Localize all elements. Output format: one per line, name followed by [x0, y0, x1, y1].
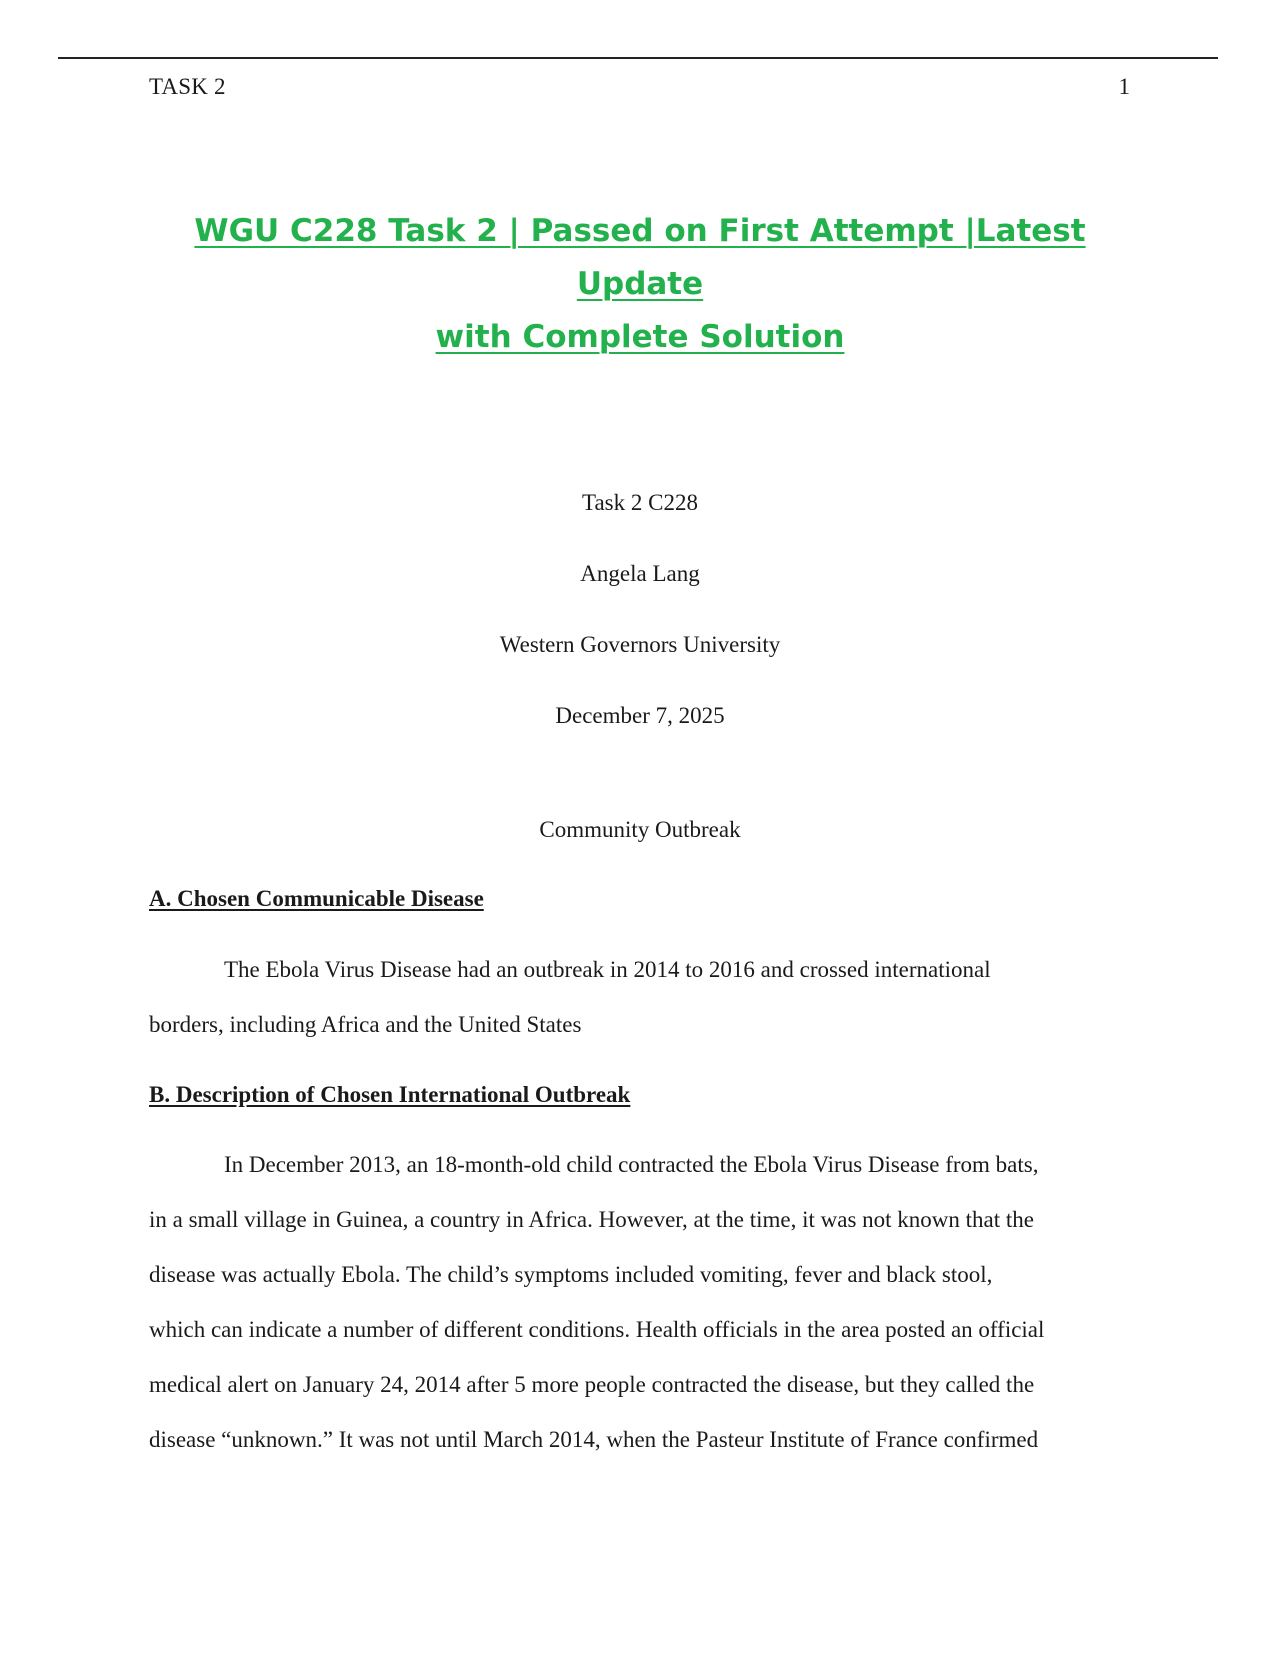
paper-title: Community Outbreak: [539, 817, 741, 842]
submission-date: December 7, 2025: [555, 703, 725, 728]
institution-name: Western Governors University: [499, 632, 781, 657]
document-title-line-1: WGU C228 Task 2 | Passed on First Attempt |Latest Update: [194, 213, 1086, 302]
section-b-line: in a small village in Guinea, a country in Africa. However, at the time, it was not known that the: [149, 1207, 1034, 1232]
section-a-heading: A. Chosen Communicable Disease: [149, 886, 484, 911]
assignment-title: Task 2 C228: [582, 490, 698, 515]
section-b-line: In December 2013, an 18-month-old child contracted the Ebola Virus Disease from bats,: [224, 1152, 1039, 1177]
running-head: TASK 2: [149, 74, 226, 99]
document-title: [140, 205, 1140, 364]
section-a-line: The Ebola Virus Disease had an outbreak in 2014 to 2016 and crossed international: [224, 957, 991, 982]
page-number: 1: [1118, 74, 1130, 99]
document-title-line-2: with Complete Solution: [435, 319, 845, 355]
header-rule: [58, 57, 1218, 59]
author-name: Angela Lang: [580, 561, 700, 586]
section-a-line: borders, including Africa and the United States: [149, 1012, 582, 1037]
section-b-line: medical alert on January 24, 2014 after 5 more people contracted the disease, but they called the: [149, 1372, 1035, 1397]
section-b-heading: B. Description of Chosen International Outbreak: [149, 1082, 631, 1107]
section-b-line: disease “unknown.” It was not until March 2014, when the Pasteur Institute of France confirmed: [149, 1427, 1039, 1452]
section-b-line: disease was actually Ebola. The child’s symptoms included vomiting, fever and black stool,: [149, 1262, 993, 1287]
section-b-line: which can indicate a number of different conditions. Health officials in the area posted an official: [149, 1317, 1045, 1342]
